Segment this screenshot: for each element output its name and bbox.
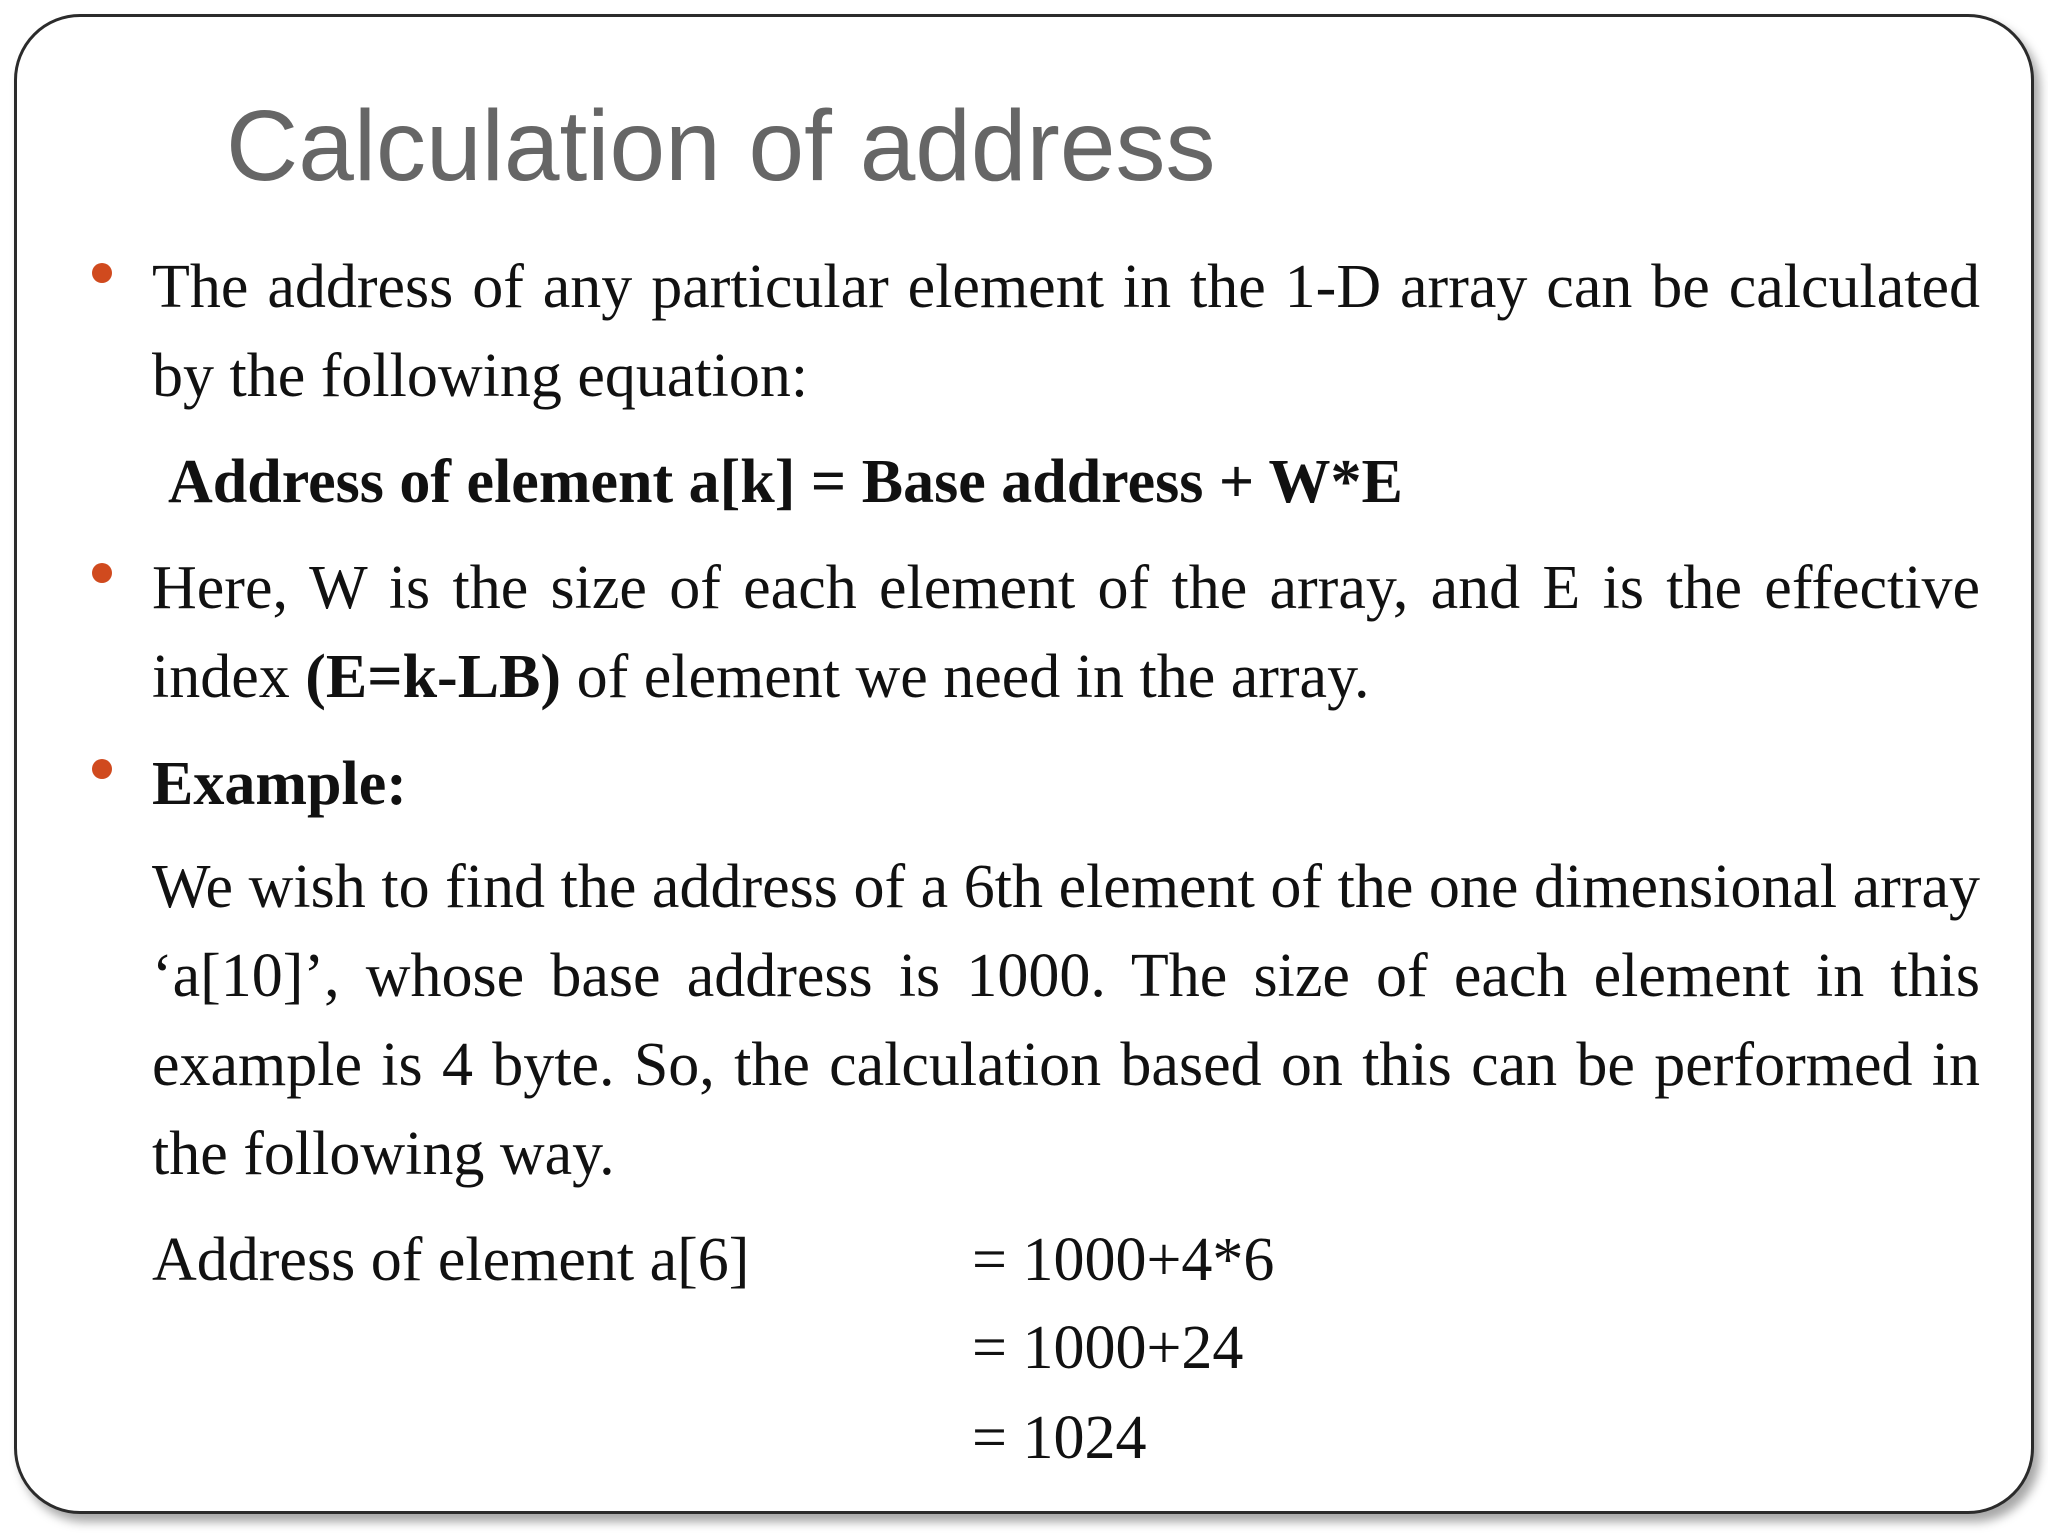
bullet-dot-1 <box>92 263 112 283</box>
bullet-1-text: The address of any particular element in the 1-D array can be calculated by the following equation: <box>152 253 1980 410</box>
bullet-dot-2 <box>92 563 112 583</box>
calculation-line-2: = 1000+24 <box>972 1314 1244 1382</box>
effective-index-formula: (E=k-LB) <box>305 643 562 711</box>
address-formula: Address of element a[k] = Base address + W*E <box>168 448 1403 516</box>
bullet-dot-3 <box>92 759 112 779</box>
calculation-line-3: = 1024 <box>972 1404 1147 1472</box>
example-paragraph: We wish to find the address of a 6th element of the one dimensional array ‘a[10]’, whose base address is 1000. The size of each element in this example is 4 byte. So, the calculation based on this can be performed in the following way. <box>152 853 1980 1188</box>
calculation-left: Address of element a[6] <box>152 1226 750 1294</box>
bullet-2-text <box>152 544 1980 722</box>
example-label: Example: <box>152 750 407 818</box>
calculation-line-1: = 1000+4*6 <box>972 1226 1275 1294</box>
bullet-2-text-after: of element we need in the array. <box>561 643 1370 711</box>
bullet-2-text-before: Here, W is the size of each element of the array, and E is the effective index <box>152 554 1980 711</box>
slide-title: Calculation of address <box>226 90 1216 202</box>
